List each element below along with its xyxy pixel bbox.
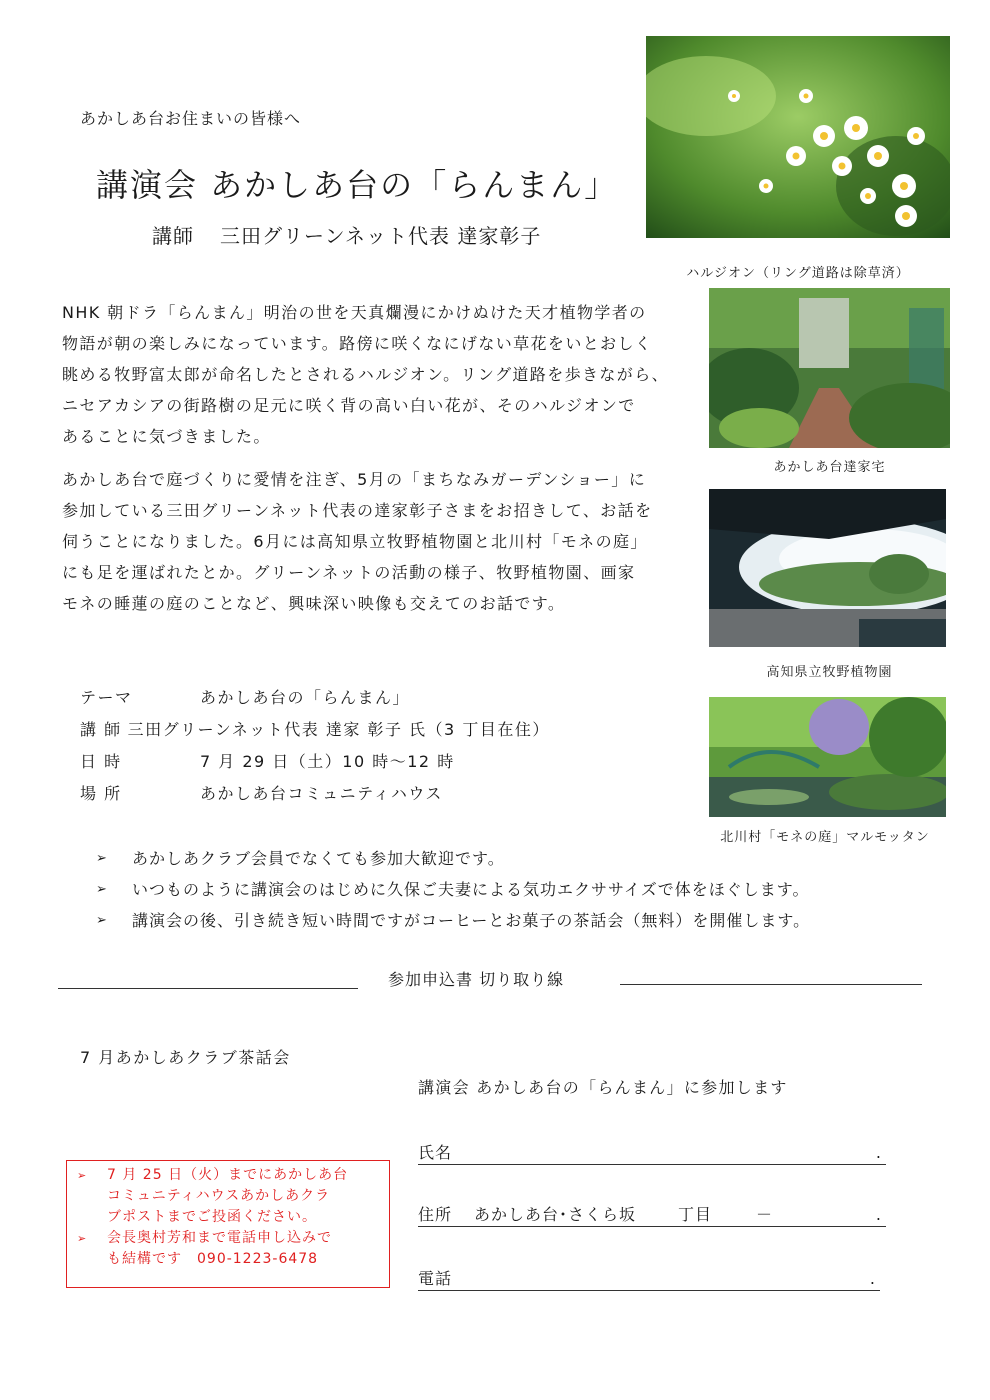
lecturer-label: 講師 — [152, 224, 194, 248]
lecturer-row — [80, 714, 550, 746]
fleabane-photo — [646, 36, 950, 238]
list-item — [96, 905, 810, 936]
paragraph-line: 眺める牧野富太郎が命名したとされるハルジオン。リング道路を歩きながら、 — [62, 365, 670, 384]
paragraph-line: 参加している三田グリーンネット代表の達家彰子さまをお招きして、お話を — [62, 501, 653, 520]
monet-caption: 北川村「モネの庭」マルモッタン — [720, 830, 930, 845]
paragraph-line: にも足を運ばれたとか。グリーンネットの活動の様子、牧野植物園、画家 — [62, 563, 636, 582]
address-value: あかしあ台･さくら坂 — [474, 1205, 637, 1224]
date-label: 日 時 — [80, 752, 122, 771]
phone-label: 電話 — [418, 1269, 453, 1288]
notice-item — [73, 1228, 383, 1270]
paragraph-line: NHK 朝ドラ「らんまん」明治の世を天真爛漫にかけぬけた天才植物学者の — [62, 303, 647, 322]
fleabane-caption: ハルジオン（リング道路は除草済） — [686, 266, 910, 281]
arrow-bullet-icon: ➢ — [77, 1232, 88, 1245]
theme-label: テーマ — [80, 688, 133, 707]
address-label: 住所 — [418, 1205, 453, 1224]
address-field[interactable] — [418, 1202, 886, 1227]
bullet-text: いつものように講演会のはじめに久保ご夫妻による気功エクササイズで体をほぐします。 — [132, 880, 810, 899]
name-label: 氏名 — [418, 1143, 453, 1162]
notice-line: 会長奥村芳和まで電話申し込みで — [107, 1230, 332, 1246]
cut-line-left — [58, 988, 358, 989]
paragraph-line: あることに気づきました。 — [62, 427, 271, 446]
lecturer-detail-value: 三田グリーンネット代表 達家 彰子 氏（3 丁目在住） — [127, 720, 550, 739]
monet-photo — [709, 697, 946, 817]
paragraph-line: 伺うことになりました。6月には高知県立牧野植物園と北川村「モネの庭」 — [62, 532, 648, 551]
name-field[interactable] — [418, 1140, 886, 1165]
theme-row — [80, 682, 550, 714]
cut-line-label: 参加申込書 切り取り線 — [388, 970, 565, 989]
club-title: 7 月あかしあクラブ茶話会 — [80, 1048, 291, 1067]
notice-line: ブポストまでご投函ください。 — [107, 1209, 317, 1225]
bullet-text: あかしあクラブ会員でなくても参加大歓迎です。 — [132, 849, 505, 868]
paragraph-line: あかしあ台で庭づくりに愛情を注ぎ、5月の「まちなみガーデンショー」に — [62, 470, 647, 489]
phone-field[interactable] — [418, 1266, 880, 1291]
intro-paragraph-1 — [62, 297, 702, 452]
chome-label: 丁目 — [678, 1205, 713, 1224]
greeting: あかしあ台お住まいの皆様へ — [80, 109, 302, 128]
lecturer-line — [152, 220, 541, 249]
lecturer-name: 三田グリーンネット代表 達家彰子 — [220, 224, 542, 248]
date-row — [80, 746, 550, 778]
notice-line: 7 月 25 日（火）までにあかしあ台 — [107, 1167, 349, 1183]
apply-statement: 講演会 あかしあ台の「らんまん」に参加します — [418, 1078, 788, 1097]
notice-line: コミュニティハウスあかしあクラ — [107, 1188, 331, 1204]
place-row — [80, 778, 550, 810]
botanical-caption: 高知県立牧野植物園 — [766, 665, 893, 680]
date-value: 7 月 29 日（土）10 時～12 時 — [200, 752, 455, 771]
intro-paragraph-2 — [62, 464, 702, 619]
botanical-photo — [709, 489, 946, 647]
paragraph-line: 物語が朝の楽しみになっています。路傍に咲くなにげない草花をいとおしく — [62, 334, 653, 353]
theme-value: あかしあ台の「らんまん」 — [200, 688, 411, 707]
arrow-bullet-icon: ➢ — [77, 1169, 88, 1182]
notice-item — [73, 1165, 383, 1228]
arrow-bullet-icon: ➢ — [96, 851, 108, 866]
event-details — [80, 682, 550, 810]
address-dash: － — [756, 1205, 774, 1224]
place-label: 場 所 — [80, 784, 122, 803]
line-end-mark: . — [869, 1269, 876, 1288]
bullet-list — [96, 843, 810, 936]
page-title — [96, 160, 618, 206]
arrow-bullet-icon: ➢ — [96, 882, 108, 897]
title-quote: 「らんまん」 — [414, 166, 619, 204]
deadline-notice — [66, 1160, 390, 1288]
garden-photo — [709, 288, 950, 448]
cut-line-right — [620, 984, 922, 985]
line-end-mark: . — [875, 1143, 882, 1162]
garden-caption: あかしあ台達家宅 — [773, 460, 886, 475]
list-item — [96, 874, 810, 905]
paragraph-line: モネの睡蓮の庭のことなど、興味深い映像も交えてのお話です。 — [62, 594, 566, 613]
place-value: あかしあ台コミュニティハウス — [200, 784, 443, 803]
list-item — [96, 843, 810, 874]
arrow-bullet-icon: ➢ — [96, 913, 108, 928]
paragraph-line: ニセアカシアの街路樹の足元に咲く背の高い白い花が、そのハルジオンで — [62, 396, 636, 415]
lecturer-detail-label: 講 師 — [80, 720, 122, 739]
title-main: 講演会 あかしあ台の — [96, 166, 415, 204]
line-end-mark: . — [875, 1205, 882, 1224]
bullet-text: 講演会の後、引き続き短い時間ですがコーヒーとお菓子の茶話会（無料）を開催します。 — [132, 911, 811, 930]
notice-line: も結構です 090-1223-6478 — [107, 1251, 319, 1267]
